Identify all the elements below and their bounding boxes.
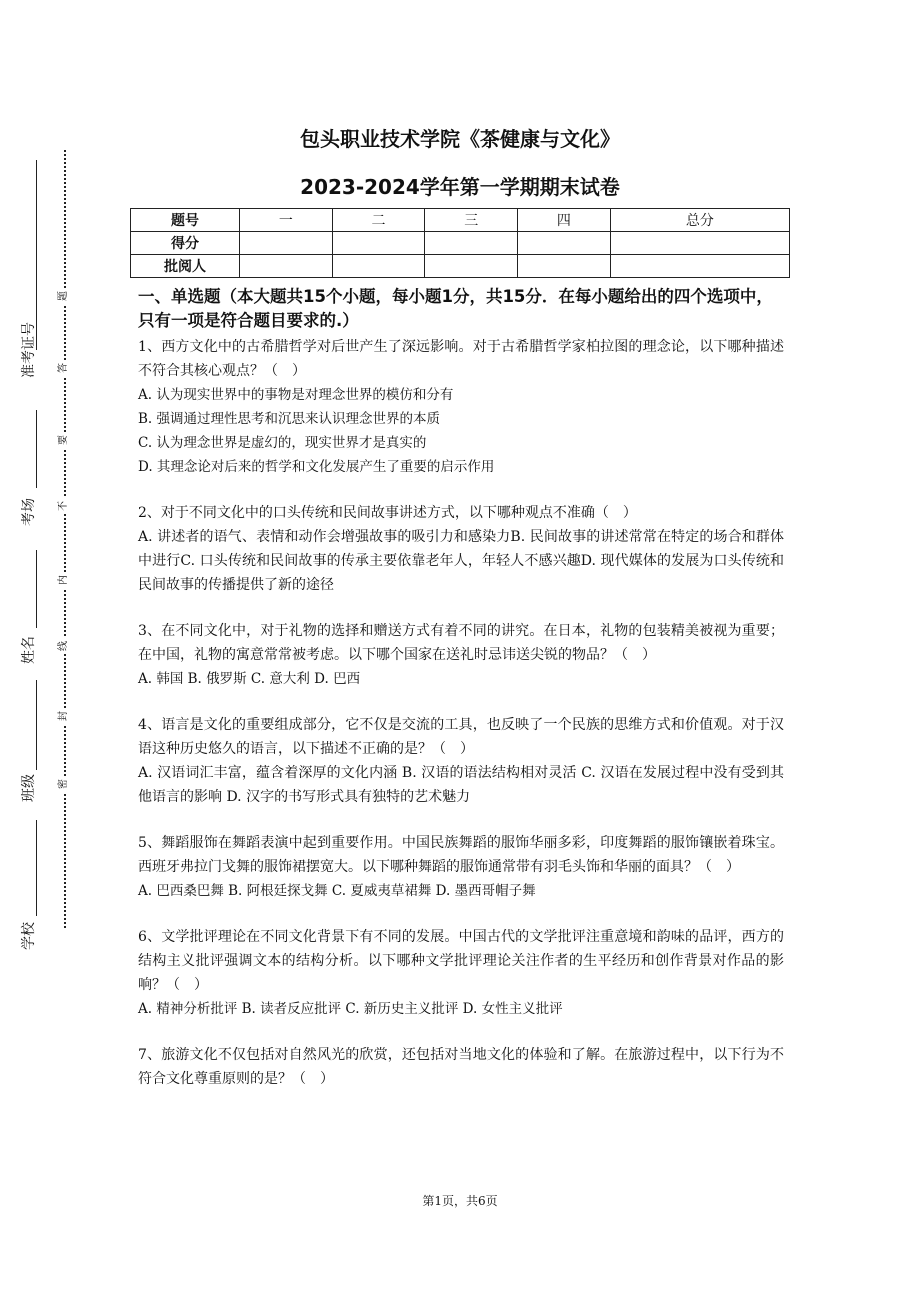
- name-line: [36, 550, 37, 628]
- score-col-header: 总分: [610, 209, 789, 232]
- question-option: A. 韩国 B. 俄罗斯 C. 意大利 D. 巴西: [138, 671, 361, 687]
- question-2: [138, 501, 784, 597]
- score-cell[interactable]: [425, 232, 518, 255]
- question-option: A. 讲述者的语气、表情和动作会增强故事的吸引力和感染力B. 民间故事的讲述常常在特定的场合和群体中进行C. 口头传统和民间故事的传承主要依靠老年人，年轻人不感兴趣D. 现代媒体的发展为口头传统和民间故事的传播提供了新的途径: [138, 529, 784, 593]
- question-4: [138, 713, 784, 809]
- grader-cell[interactable]: [332, 255, 425, 278]
- score-table-header-row: [131, 209, 790, 232]
- score-col-header: 三: [425, 209, 518, 232]
- question-option: D. 其理念论对后来的哲学和文化发展产生了重要的启示作用: [138, 459, 495, 475]
- score-col-header: 二: [332, 209, 425, 232]
- score-table: [130, 208, 790, 278]
- grader-cell[interactable]: [240, 255, 333, 278]
- question-option: A. 巴西桑巴舞 B. 阿根廷探戈舞 C. 夏威夷草裙舞 D. 墨西哥帽子舞: [138, 883, 536, 899]
- exam-content: [138, 285, 784, 1091]
- label-exam-id: 准考证号: [21, 322, 37, 378]
- label-name: 姓名: [21, 636, 37, 664]
- question-5: [138, 831, 784, 903]
- question-option: A. 精神分析批评 B. 读者反应批评 C. 新历史主义批评 D. 女性主义批评: [138, 1001, 563, 1017]
- section-heading: 一、单选题（本大题共15个小题，每小题1分，共15分．在每小题给出的四个选项中，只有一项是符合题目要求的.）: [138, 287, 773, 330]
- grader-row-label: 批阅人: [131, 255, 240, 278]
- question-stem: 1、西方文化中的古希腊哲学对后世产生了深远影响。对于古希腊哲学家柏拉图的理念论，以下哪种描述不符合其核心观点？（ ）: [138, 339, 784, 379]
- score-col-header: 四: [518, 209, 611, 232]
- score-col-header: 一: [240, 209, 333, 232]
- question-option: C. 认为理念世界是虚幻的，现实世界才是真实的: [138, 435, 427, 451]
- question-stem: 7、旅游文化不仅包括对自然风光的欣赏，还包括对当地文化的体验和了解。在旅游过程中，以下行为不符合文化尊重原则的是？（ ）: [138, 1047, 784, 1087]
- room-line: [36, 410, 37, 488]
- label-room: 考场: [21, 498, 37, 526]
- label-school: 学校: [21, 922, 37, 950]
- page-footer: 第1页，共6页: [422, 1194, 498, 1208]
- score-cell[interactable]: [240, 232, 333, 255]
- question-option: B. 强调通过理性思考和沉思来认识理念世界的本质: [138, 411, 441, 427]
- question-6: [138, 925, 784, 1021]
- question-7: [138, 1043, 784, 1091]
- grader-cell[interactable]: [610, 255, 789, 278]
- seal-char: 线: [58, 638, 70, 654]
- score-row: [131, 232, 790, 255]
- seal-char: 内: [58, 572, 70, 588]
- question-1: [138, 335, 784, 479]
- grader-row: [131, 255, 790, 278]
- page-subtitle: 2023-2024学年第一学期期末试卷: [300, 175, 620, 199]
- question-3: [138, 619, 784, 691]
- seal-char: 题: [58, 288, 70, 304]
- score-cell[interactable]: [610, 232, 789, 255]
- question-option: A. 汉语词汇丰富，蕴含着深厚的文化内涵 B. 汉语的语法结构相对灵活 C. 汉语在发展过程中没有受到其他语言的影响 D. 汉字的书写形式具有独特的艺术魅力: [138, 765, 784, 805]
- question-stem: 4、语言是文化的重要组成部分，它不仅是交流的工具，也反映了一个民族的思维方式和价值观。对于汉语这种历史悠久的语言，以下描述不正确的是？（ ）: [138, 717, 784, 757]
- seal-dotted-line: [64, 150, 66, 928]
- page-title: 包头职业技术学院《茶健康与文化》: [300, 127, 620, 151]
- label-class: 班级: [21, 774, 37, 802]
- seal-char: 答: [58, 360, 70, 376]
- score-row-label: 得分: [131, 232, 240, 255]
- seal-char: 封: [58, 708, 70, 724]
- question-stem: 5、舞蹈服饰在舞蹈表演中起到重要作用。中国民族舞蹈的服饰华丽多彩，印度舞蹈的服饰镶嵌着珠宝。西班牙弗拉门戈舞的服饰裙摆宽大。以下哪种舞蹈的服饰通常带有羽毛头饰和华丽的面具？（ ）: [138, 835, 784, 875]
- school-line: [36, 820, 37, 916]
- grader-cell[interactable]: [425, 255, 518, 278]
- seal-char: 要: [58, 432, 70, 448]
- question-option: A. 认为现实世界中的事物是对理念世界的模仿和分有: [138, 387, 454, 403]
- class-line: [36, 680, 37, 770]
- score-col-header: 题号: [131, 209, 240, 232]
- question-stem: 3、在不同文化中，对于礼物的选择和赠送方式有着不同的讲究。在日本，礼物的包装精美被视为重要；在中国，礼物的寓意常常被考虑。以下哪个国家在送礼时忌讳送尖锐的物品？（ ）: [138, 623, 784, 663]
- seal-char: 不: [58, 498, 70, 514]
- score-cell[interactable]: [332, 232, 425, 255]
- seal-char: 密: [58, 776, 70, 792]
- question-stem: 2、对于不同文化中的口头传统和民间故事讲述方式，以下哪种观点不准确（ ）: [138, 505, 637, 521]
- question-stem: 6、文学批评理论在不同文化背景下有不同的发展。中国古代的文学批评注重意境和韵味的品评，西方的结构主义批评强调文本的结构分析。以下哪种文学批评理论关注作者的生平经历和创作背景对作品的影响？（ ）: [138, 929, 784, 993]
- grader-cell[interactable]: [518, 255, 611, 278]
- score-cell[interactable]: [518, 232, 611, 255]
